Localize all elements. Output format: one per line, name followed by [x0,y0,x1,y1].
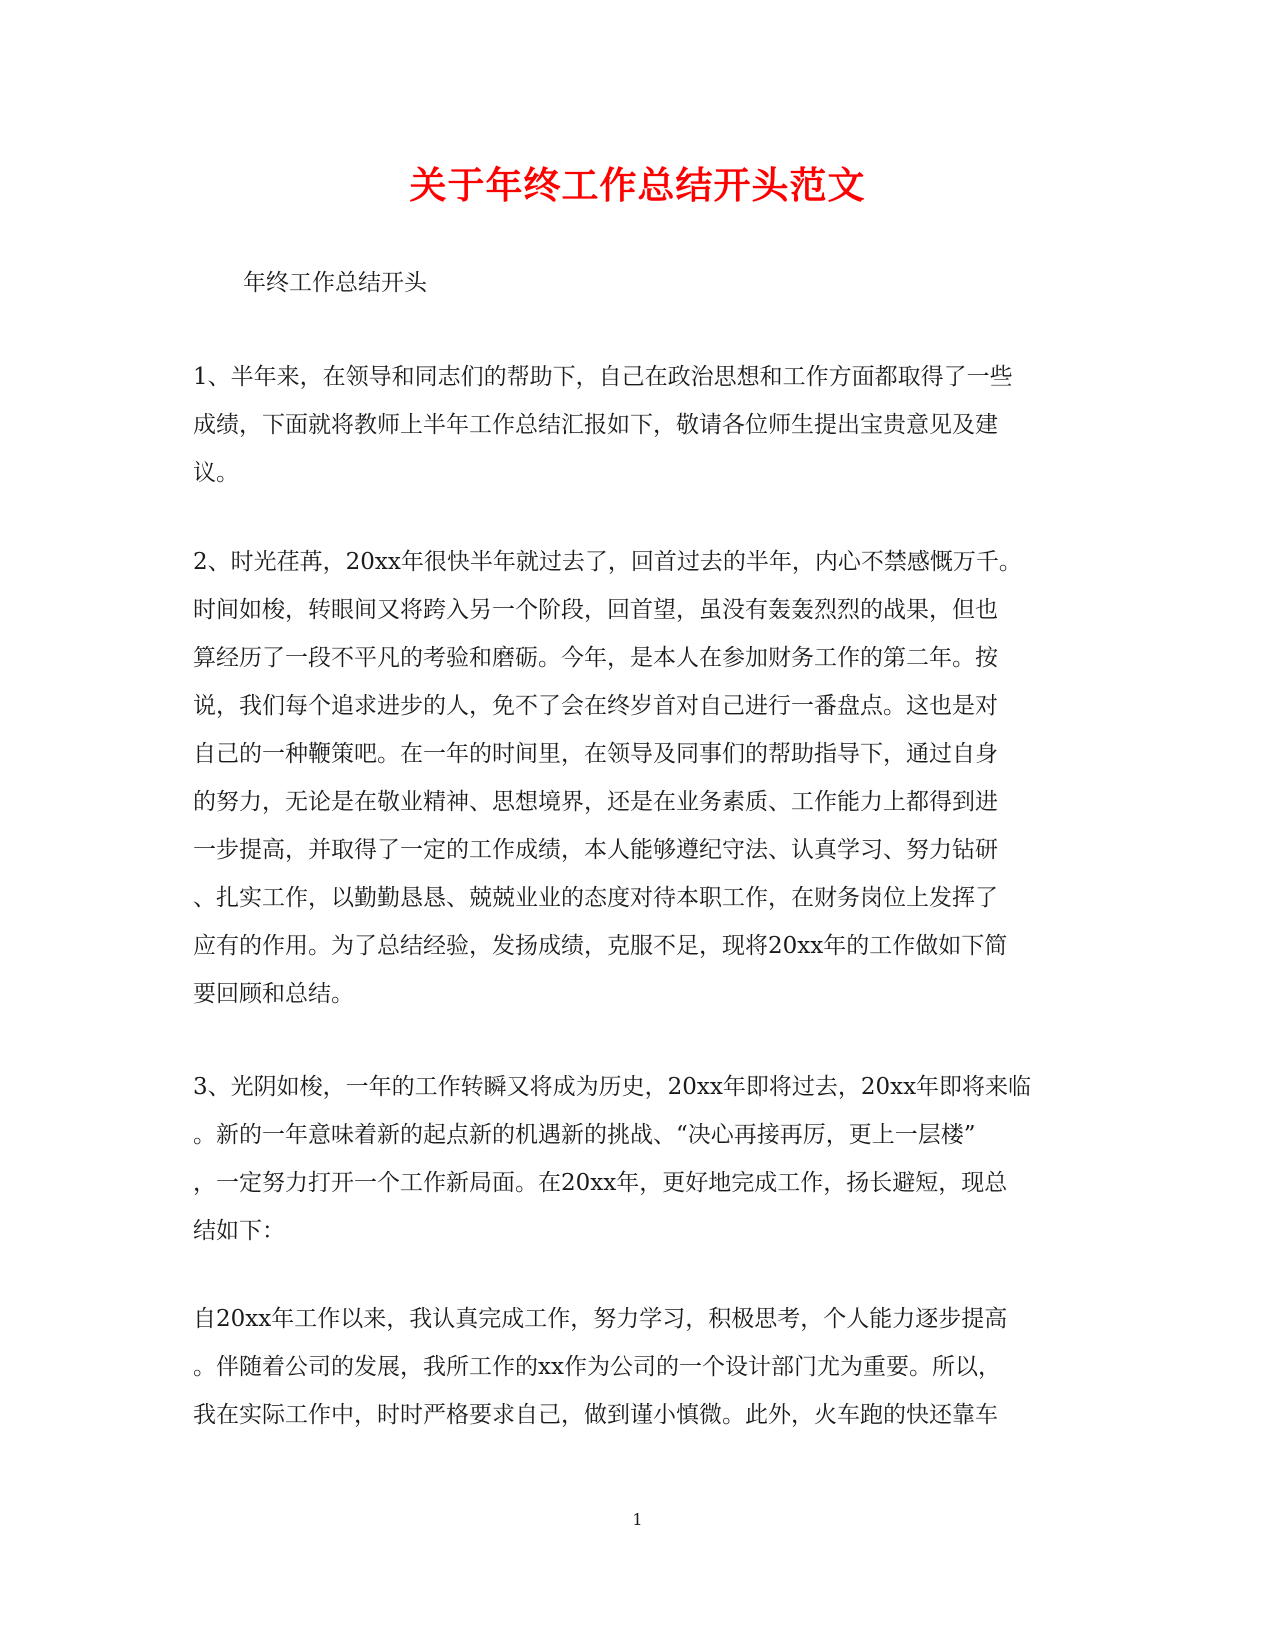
paragraph-line: 3、光阴如梭，一年的工作转瞬又将成为历史，20xx年即将过去，20xx年即将来临 [193,1074,1032,1100]
paragraph-2 [193,538,1083,1018]
paragraph-line: 。伴随着公司的发展，我所工作的xx作为公司的一个设计部门尤为重要。所以， [193,1354,1001,1380]
paragraph-line: 结如下： [193,1218,285,1244]
paragraph-line: 我在实际工作中，时时严格要求自己，做到谨小慎微。此外，火车跑的快还靠车 [193,1402,998,1428]
paragraph-line: 1、半年来，在领导和同志们的帮助下，自己在政治思想和工作方面都取得了一些 [193,364,1013,390]
paragraph-1 [193,353,1083,497]
paragraph-line: 的努力，无论是在敬业精神、思想境界，还是在业务素质、工作能力上都得到进 [193,789,998,815]
paragraph-line: 、扎实工作，以勤勤恳恳、兢兢业业的态度对待本职工作，在财务岗位上发挥了 [193,885,998,911]
paragraph-line: 议。 [193,460,239,486]
paragraph-line: 自20xx年工作以来，我认真完成工作，努力学习，积极思考，个人能力逐步提高 [193,1306,1008,1332]
paragraph-line: 2、时光荏苒，20xx年很快半年就过去了，回首过去的半年，内心不禁感慨万千。 [193,549,1022,575]
paragraph-line: 。新的一年意味着新的起点新的机遇新的挑战、“决心再接再厉，更上一层楼” [193,1122,976,1148]
document-title: 关于年终工作总结开头范文 [409,163,866,207]
paragraph-line: 算经历了一段不平凡的考验和磨砺。今年，是本人在参加财务工作的第二年。按 [193,645,998,671]
paragraph-line: 要回顾和总结。 [193,981,354,1007]
paragraph-line: 时间如梭，转眼间又将跨入另一个阶段，回首望，虽没有轰轰烈烈的战果，但也 [193,597,998,623]
section-heading: 年终工作总结开头 [243,270,427,296]
paragraph-line: 成绩，下面就将教师上半年工作总结汇报如下，敬请各位师生提出宝贵意见及建 [193,412,998,438]
paragraph-3 [193,1063,1083,1255]
paragraph-line: 应有的作用。为了总结经验，发扬成绩，克服不足，现将20xx年的工作做如下简 [193,933,1008,959]
paragraph-line: 一步提高，并取得了一定的工作成绩，本人能够遵纪守法、认真学习、努力钻研 [193,837,998,863]
paragraph-4 [193,1295,1083,1439]
page-number: 1 [632,1510,643,1529]
paragraph-line: ，一定努力打开一个工作新局面。在20xx年，更好地完成工作，扬长避短，现总 [193,1170,1008,1196]
paragraph-line: 自己的一种鞭策吧。在一年的时间里，在领导及同事们的帮助指导下，通过自身 [193,741,998,767]
paragraph-line: 说，我们每个追求进步的人，免不了会在终岁首对自己进行一番盘点。这也是对 [193,693,998,719]
